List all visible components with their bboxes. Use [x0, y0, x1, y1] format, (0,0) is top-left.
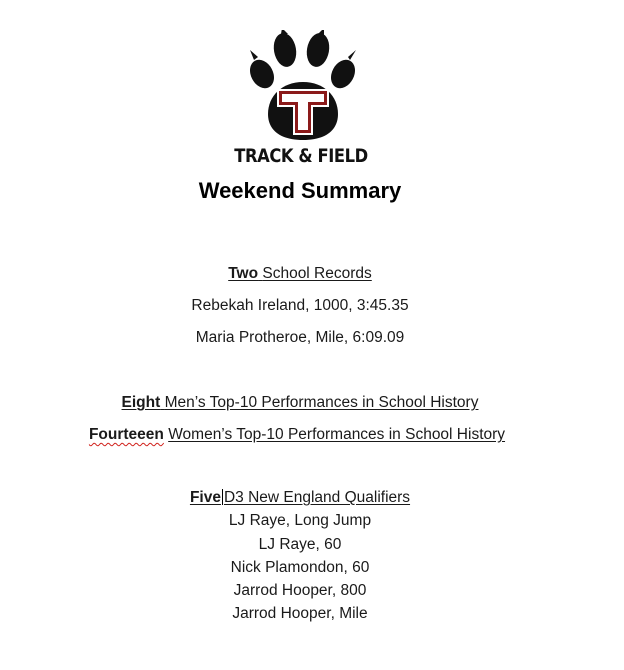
record-item: Maria Protheroe, Mile, 6:09.09: [195, 329, 405, 346]
qualifier-item: Jarrod Hooper, 800: [233, 582, 367, 599]
mens-heading: [0, 394, 600, 412]
records-count: Two: [228, 265, 259, 282]
womens-heading: [0, 426, 597, 444]
logo-letter: T: [302, 120, 304, 121]
paw-print-icon: [248, 30, 358, 142]
logo-text: TRACK & FIELD: [234, 145, 368, 167]
page-title: Weekend Summary: [198, 178, 402, 203]
qualifier-item: Nick Plamondon, 60: [230, 559, 370, 576]
qualifier-item: LJ Raye, 60: [258, 536, 342, 553]
qualifiers-heading: [0, 489, 600, 507]
womens-label: Women’s Top-10 Performances in School History: [168, 426, 506, 443]
mens-count: Eight: [121, 394, 161, 411]
qualifiers-label: D3 New England Qualifiers: [223, 489, 411, 506]
mens-label: Men’s Top-10 Performances in School History: [164, 394, 479, 411]
qualifier-item: Jarrod Hooper, Mile: [232, 605, 368, 622]
text-cursor: [222, 489, 223, 505]
record-item: Rebekah Ireland, 1000, 3:45.35: [191, 297, 409, 314]
womens-count: Fourteeen: [88, 426, 164, 443]
qualifier-item: LJ Raye, Long Jump: [228, 512, 372, 529]
qualifiers-count: Five: [189, 489, 221, 506]
records-label: School Records: [262, 265, 372, 282]
records-heading: [0, 265, 600, 283]
